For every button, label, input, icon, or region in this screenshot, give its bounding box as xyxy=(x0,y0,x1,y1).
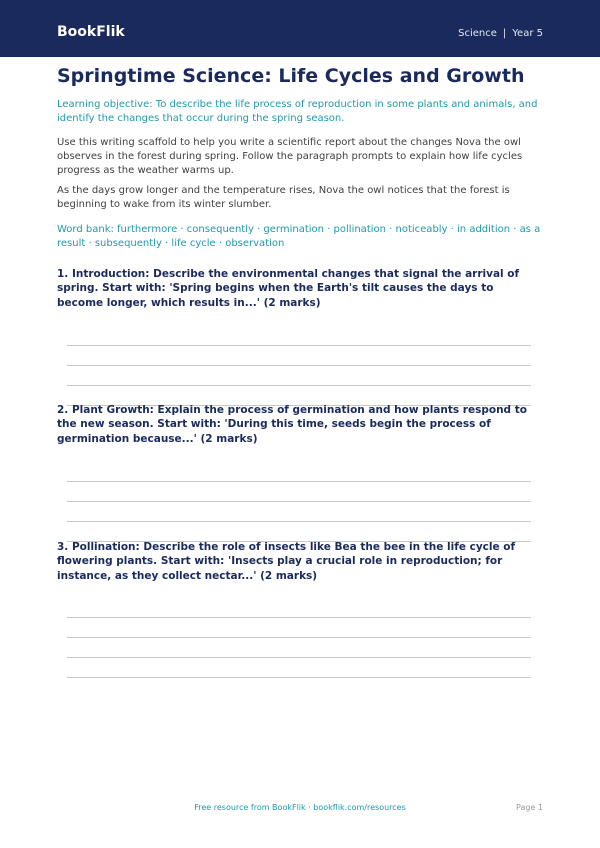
answer-line-q1-3[interactable] xyxy=(67,385,531,386)
instructions-paragraph: Use this writing scaffold to help you write a scientific report about the changes Nova the owl observes in the forest during spring. Follow the paragraph prompts to explain how life cycles progress as the weather warms up. xyxy=(57,137,523,176)
page-header xyxy=(0,0,600,57)
brand-logo-text: BookFlik xyxy=(57,24,125,40)
answer-line-q3-2[interactable] xyxy=(67,637,531,638)
answer-line-q2-3[interactable] xyxy=(67,521,531,522)
year-label: Year 5 xyxy=(512,28,543,39)
answer-line-q1-2[interactable] xyxy=(67,365,531,366)
word-bank: Word bank: furthermore · consequently · germination · pollination · noticeably · in addition · as a result · subsequently · life cycle · observation xyxy=(57,224,541,249)
subject-label: Science xyxy=(458,28,497,39)
page-number: Page 1 xyxy=(516,803,543,812)
opening-paragraph: As the days grow longer and the temperature rises, Nova the owl notices that the forest is beginning to wake from its winter slumber. xyxy=(57,185,510,210)
question-1-prompt: 1. Introduction: Describe the environmental changes that signal the arrival of spring. Start with: 'Spring begins when the Earth's tilt causes the days to become longer, which results in...' (2 marks) xyxy=(57,268,520,309)
question-3-prompt: 3. Pollination: Describe the role of insects like Bea the bee in the life cycle of flowering plants. Start with: 'Insects play a crucial role in reproduction; for instance, as they collect nectar...' (2 marks) xyxy=(57,541,516,582)
question-2-prompt: 2. Plant Growth: Explain the process of germination and how plants respond to the new season. Start with: 'During this time, seeds begin the process of germination because...' (2 marks) xyxy=(57,404,527,445)
answer-line-q3-3[interactable] xyxy=(67,657,531,658)
answer-line-q3-4[interactable] xyxy=(67,677,531,678)
answer-line-q2-2[interactable] xyxy=(67,501,531,502)
learning-objective: Learning objective: To describe the life process of reproduction in some plants and animals, and identify the changes that occur during the spring season. xyxy=(57,99,538,124)
answer-line-q1-1[interactable] xyxy=(67,345,531,346)
subject-year-label xyxy=(458,27,543,41)
answer-line-q2-1[interactable] xyxy=(67,481,531,482)
worksheet-title: Springtime Science: Life Cycles and Growth xyxy=(57,65,525,87)
footer-credit: Free resource from BookFlik · bookflik.com/resources xyxy=(194,803,406,812)
answer-line-q3-1[interactable] xyxy=(67,617,531,618)
meta-separator: | xyxy=(502,28,507,39)
